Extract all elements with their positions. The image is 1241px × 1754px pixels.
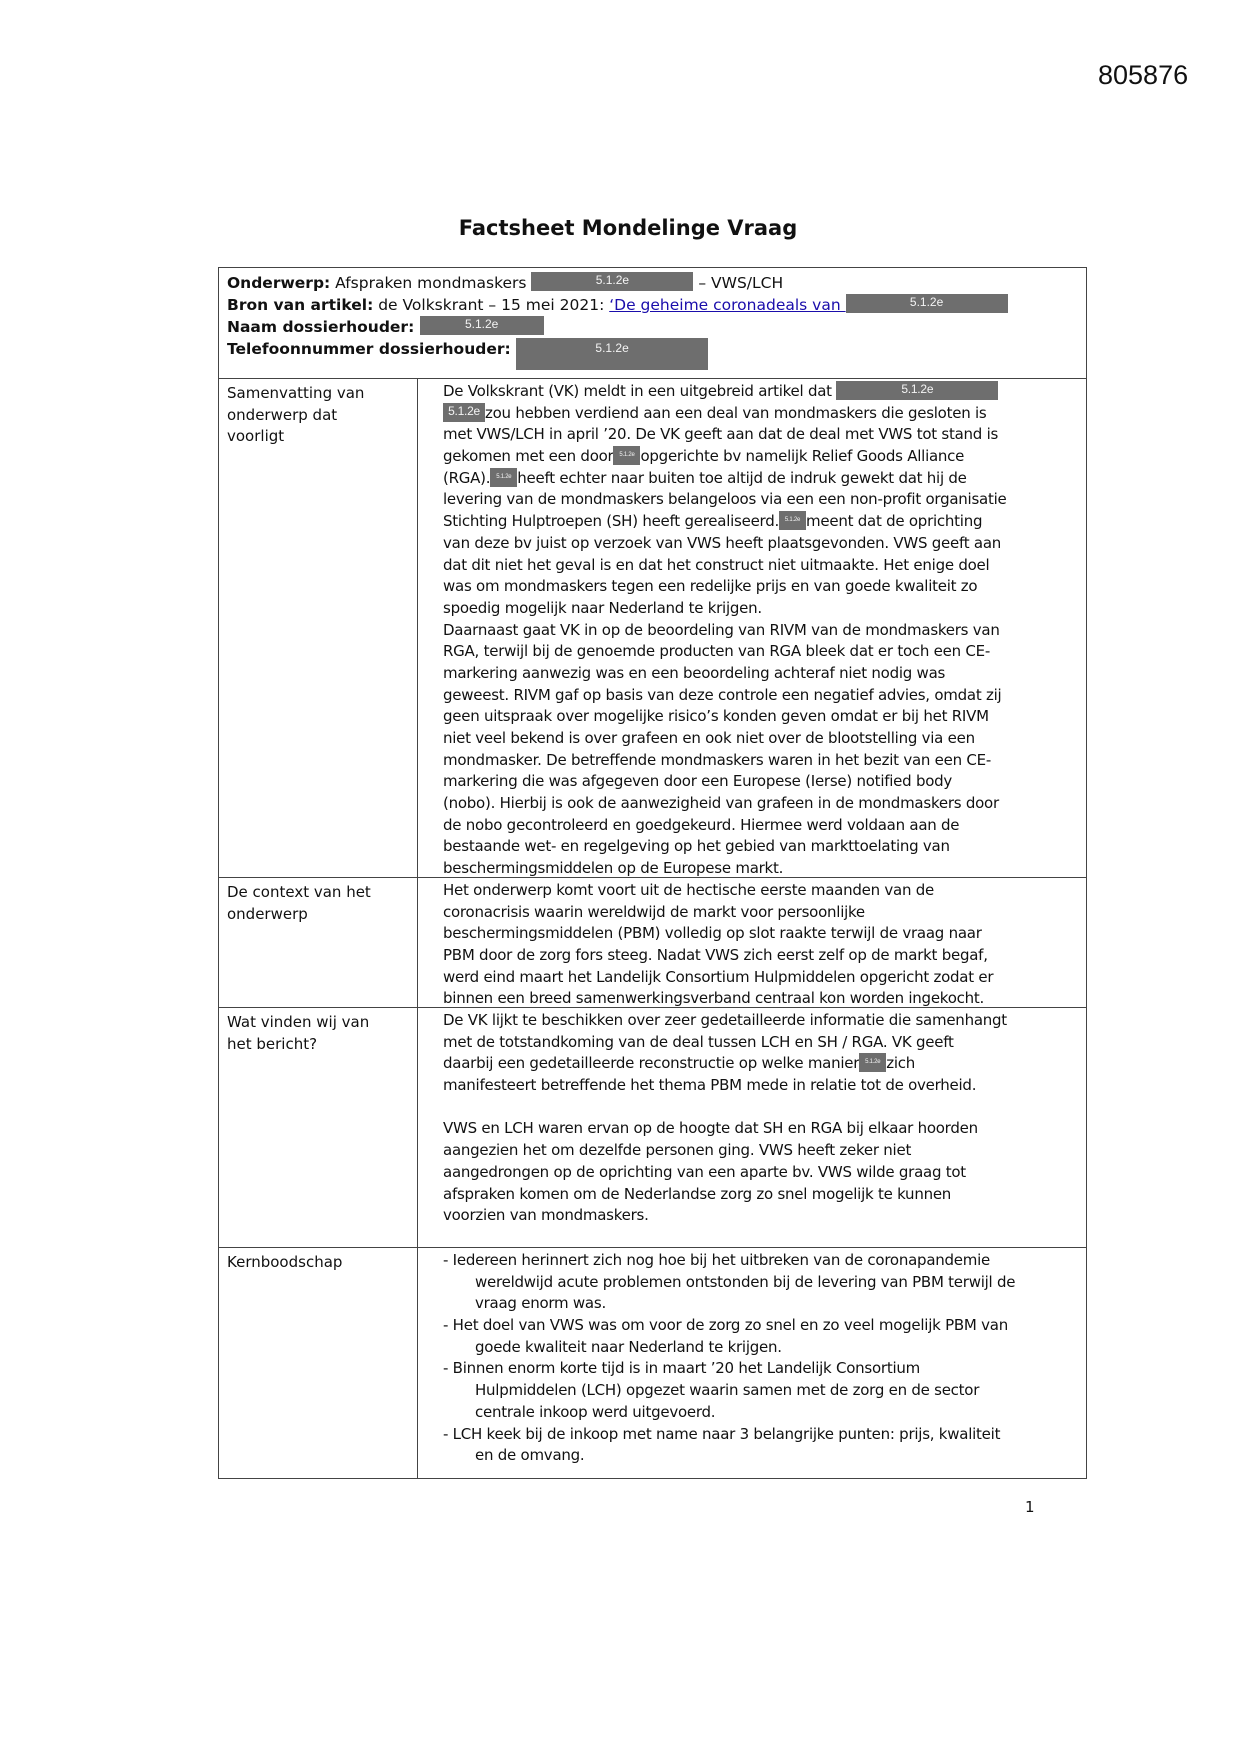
text-span: beschermingsmiddelen op de Europese markt. [443,859,784,878]
text-line [443,620,1007,642]
text-span: manifesteert betreffende het thema PBM mede in relatie tot de overheid. [443,1076,977,1095]
text-span: Stichting Hulptroepen (SH) heeft gerealiseerd. [443,512,780,531]
text-line [443,815,1007,837]
row-label-line: voorligt [227,427,285,446]
text-line [227,316,1078,338]
redaction-box: 5.1.2e [420,316,544,335]
text-line [443,706,1007,728]
field-label: Bron van artikel: [227,296,374,314]
text-span: levering van de mondmaskers belangeloos via een een non-profit organisatie [443,490,1007,509]
text-span: centrale inkoop werd uitgevoerd. [475,1402,716,1421]
text-line [443,923,993,945]
text-line [443,685,1007,707]
text-line [443,381,1007,403]
text-line [443,1402,1015,1424]
text-line [443,403,1007,425]
text-line [443,728,1007,750]
text-line [443,1162,1007,1184]
text-span: bestaande wet- en regelgeving op het gebied van markttoelating van [443,837,950,856]
field-label: Telefoonnummer dossierhouder: [227,340,517,358]
text-line [443,967,993,989]
redaction-box: 5.1.2e [516,338,708,370]
text-span: De Volkskrant (VK) meldt in een uitgebreid artikel dat [443,382,837,400]
text-span: gekomen met een door [443,447,614,466]
row-wat-vinden-wij [219,1007,1086,1247]
redaction-box: 5.1.2e [490,468,517,487]
row-label [227,1012,417,1055]
text-span: de nobo gecontroleerd en goedgekeurd. Hiermee werd voldaan aan de [443,815,960,834]
text-line [443,771,1007,793]
page-number: 1 [1025,1498,1035,1516]
text-span: (RGA). [443,468,491,487]
text-span: - LCH keek bij de inkoop met name naar 3 belangrijke punten: prijs, kwaliteit [443,1424,1001,1443]
text-span: – VWS/LCH [693,274,784,292]
text-line [443,1445,1015,1467]
text-span: markering aanwezig was en een beoordeling achteraf niet nodig was [443,663,946,682]
text-span: van deze bv juist op verzoek van VWS heeft plaatsgevonden. VWS geeft aan [443,533,1002,552]
redaction-box: 5.1.2e [859,1053,886,1072]
text-span: spoedig mogelijk naar Nederland te krijgen. [443,598,762,617]
text-span: VWS en LCH waren ervan op de hoogte dat SH en RGA bij elkaar hoorden [443,1119,978,1138]
row-content [418,878,993,1010]
row-label-line: onderwerp [227,904,308,923]
text-line [443,880,993,902]
text-line [443,1097,1007,1119]
text-line [443,1053,1007,1075]
text-span: De VK lijkt te beschikken over zeer gedetailleerde informatie die samenhangt [443,1011,1007,1029]
row-label-line: De context van het [227,883,371,901]
text-span: wereldwijd acute problemen ontstonden bij de levering van PBM terwijl de [475,1272,1016,1291]
text-span: Hulpmiddelen (LCH) opgezet waarin samen met de zorg en de sector [475,1381,980,1400]
text-line [443,945,993,967]
text-line [443,1358,1015,1380]
text-line [443,1380,1015,1402]
text-line [443,424,1007,446]
header-row [219,268,1086,378]
row-label [227,383,417,448]
text-line [443,902,993,924]
text-line [227,272,1078,294]
text-span: zich [886,1054,915,1073]
redaction-box: 5.1.2e [443,403,485,422]
header-block [219,268,1086,364]
redaction-box: 5.1.2e [846,294,1008,313]
page-title: Factsheet Mondelinge Vraag [458,216,798,240]
text-line [443,576,1007,598]
text-line [443,663,1007,685]
text-span: afspraken komen om de Nederlandse zorg zo snel mogelijk te kunnen [443,1184,952,1203]
text-line [443,641,1007,663]
text-line [443,555,1007,577]
text-line [443,1293,1015,1315]
row-context [219,877,1086,1007]
redaction-box: 5.1.2e [613,446,640,465]
text-span: heeft echter naar buiten toe altijd de indruk gewekt dat hij de [517,468,967,487]
text-span: met VWS/LCH in april ’20. De VK geeft aan dat de deal met VWS tot stand is [443,425,999,444]
text-line [443,489,1007,511]
text-span: RGA, terwijl bij de genoemde producten van RGA bleek dat er toch een CE- [443,642,991,661]
text-span: geen uitspraak over mogelijke risico’s konden geven omdat er bij het RIVM [443,707,989,726]
text-line [443,1250,1015,1272]
field-label: Onderwerp: [227,274,331,292]
text-span: de Volkskrant – 15 mei 2021: [373,296,610,314]
row-label-line: Samenvatting van [227,384,365,402]
text-span: was om mondmaskers tegen een redelijke prijs en van goede kwaliteit zo [443,577,978,596]
text-span: niet veel bekend is over grafeen en ook niet over de blootstelling via een [443,729,975,747]
text-span: coronacrisis waarin wereldwijd de markt voor persoonlijke [443,902,865,921]
text-span: aangezien het om dezelfde personen ging. VWS heeft zeker niet [443,1141,912,1160]
text-span: geweest. RIVM gaf op basis van deze controle een negatief advies, omdat zij [443,685,1002,704]
row-content [418,1008,1007,1227]
text-span: aangedrongen op de oprichting van een aparte bv. VWS wilde graag tot [443,1162,966,1181]
text-span: meent dat de oprichting [806,512,983,531]
text-line [443,468,1007,490]
text-span: goede kwaliteit naar Nederland te krijgen. [475,1337,782,1356]
text-line [443,1184,1007,1206]
text-line [227,294,1078,316]
text-line [443,1272,1015,1294]
text-span: vraag enorm was. [475,1294,606,1313]
text-span: Daarnaast gaat VK in op de beoordeling van RIVM van de mondmaskers van [443,620,1000,639]
row-kernboodschap [219,1247,1086,1478]
text-span: beschermingsmiddelen (PBM) volledig op slot raakte terwijl de vraag naar [443,924,982,943]
text-span: binnen een breed samenwerkingsverband centraal kon worden ingekocht. [443,989,985,1008]
row-label [227,1252,417,1274]
text-span: zou hebben verdiend aan een deal van mondmaskers die gesloten is [485,403,987,422]
text-line [443,1424,1015,1446]
text-span: opgerichte bv namelijk Relief Goods Alliance [640,447,965,466]
text-span: daarbij een gedetailleerde reconstructie op welke manier [443,1054,860,1073]
text-line [227,338,1078,360]
text-line [443,1337,1015,1359]
text-line [443,1118,1007,1140]
text-span: Het onderwerp komt voort uit de hectische eerste maanden van de [443,881,934,899]
redaction-box: 5.1.2e [836,381,998,400]
text-span: PBM door de zorg fors steeg. Nadat VWS zich eerst zelf op de markt begaf, [443,946,988,965]
text-line [443,446,1007,468]
text-line [443,793,1007,815]
text-span: en de omvang. [475,1446,585,1465]
row-label-line: Wat vinden wij van [227,1013,370,1031]
text-line [443,750,1007,772]
article-link[interactable]: ‘De geheime coronadeals van [609,296,846,314]
row-label-line: het bericht? [227,1034,318,1053]
text-line [443,1205,1007,1227]
text-span: - Iedereen herinnert zich nog hoe bij het uitbreken van de coronapandemie [443,1251,991,1269]
row-label [227,882,417,925]
text-line [443,533,1007,555]
text-line [443,836,1007,858]
text-line [443,1032,1007,1054]
text-span: markering die was afgegeven door een Europese (Ierse) notified body [443,772,953,791]
redaction-box: 5.1.2e [779,511,806,530]
text-span: Afspraken mondmaskers [330,274,532,292]
row-content [418,1248,1015,1467]
text-span: dat dit niet het geval is en dat het construct niet uitmaakte. Het enige doel [443,555,990,574]
text-span: mondmasker. De betreffende mondmaskers waren in het bezit van een CE- [443,750,992,769]
factsheet-table [218,267,1087,1479]
text-line [443,1315,1015,1337]
row-label-line: onderwerp dat [227,405,338,424]
text-span: - Het doel van VWS was om voor de zorg zo snel en zo veel mogelijk PBM van [443,1316,1008,1335]
text-line [443,1140,1007,1162]
row-samenvatting [219,378,1086,877]
text-line [443,1010,1007,1032]
text-span: werd eind maart het Landelijk Consortium Hulpmiddelen opgericht zodat er [443,967,994,986]
row-label-line: Kernboodschap [227,1253,343,1271]
text-span: - Binnen enorm korte tijd is in maart ’20 het Landelijk Consortium [443,1359,920,1378]
text-span: met de totstandkoming van de deal tussen LCH en SH / RGA. VK geeft [443,1032,954,1051]
text-span: voorzien van mondmaskers. [443,1206,649,1225]
text-line [443,511,1007,533]
text-line [443,598,1007,620]
text-span: (nobo). Hierbij is ook de aanwezigheid van grafeen in de mondmaskers door [443,794,999,813]
document-number: 805876 [1098,60,1189,90]
redaction-box: 5.1.2e [531,272,693,291]
field-label: Naam dossierhouder: [227,318,420,336]
text-line [443,1075,1007,1097]
row-content [418,379,1007,880]
